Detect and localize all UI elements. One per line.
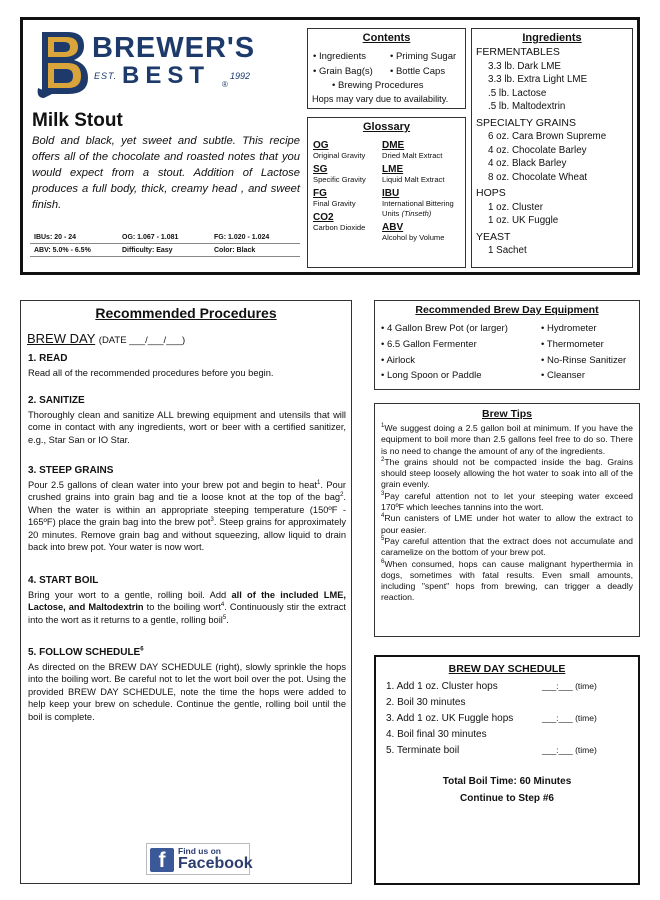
contents-title: Contents [362,32,411,44]
procedures-box [20,300,352,884]
equipment-item: • Thermometer [541,338,604,350]
ingredient-item: 4 oz. Black Barley [488,158,567,169]
glossary-entry: CO2 Carbon Dioxide [313,212,366,232]
step-start-boil: 4. START BOIL Bring your wort to a gentle, rolling boil. Add all of the included LME, Lactose, and Maltodextrin to the boiling wort$^4$. Continuously stir the extract into the wort as it returns to a gentle, rolling boil$^5$. [28,575,346,625]
schedule-total-boil-time: Total Boil Time: 60 Minutes [442,776,572,787]
equipment-item: • Airlock [381,354,415,366]
facebook-icon: f [150,848,174,872]
brew-tip: $^6$When consumed, hops can cause malignant hyperthermia in dogs, sometimes with fatal results. Even small amounts, including "spent" hops from brewing, can trigger a deadly reaction. [381,558,633,603]
schedule-continue-note: Continue to Step #6 [460,793,554,804]
ingredient-item: 8 oz. Chocolate Wheat [488,171,588,183]
ingredients-box [471,28,633,268]
ingredient-item: 3.3 lb. Dark LME [488,60,561,72]
ingredient-item: .5 lb. Maltodextrin [488,101,566,112]
facebook-find-us: Find us on [178,846,221,856]
logo-text-best: BEST [122,62,211,89]
stat-ibu: IBUs: 20 - 24 [34,233,77,241]
ingredient-item: .5 lb. Lactose [488,87,547,99]
schedule-row: 5. Terminate boil ___:___ (time) [386,745,597,756]
schedule-time-field[interactable]: ___:___ (time) [542,713,597,723]
ingredient-group-fermentables: FERMENTABLES 3.3 lb. Dark LME 3.3 lb. Extra Light LME .5 lb. Lactose .5 lb. Maltodextrin [472,46,632,114]
logo-year: 1992 ® [222,71,251,89]
equipment-title: Recommended Brew Day Equipment [415,304,599,316]
glossary-entry: SG Specific Gravity [313,164,366,184]
stat-abv: ABV: 5.0% - 6.5% [34,246,91,254]
brewers-best-logo [34,26,262,104]
equipment-item: • Hydrometer [541,323,597,334]
schedule-row: 4. Boil final 30 minutes [386,729,487,740]
schedule-title: BREW DAY SCHEDULE [448,663,566,675]
glossary-entry: DME Dried Malt Extract [382,140,443,160]
brew-tips-box [374,403,640,637]
logo-est: EST. [94,71,118,81]
stats-row-2 [30,244,300,257]
procedures-title: Recommended Procedures [95,305,277,321]
glossary-entry: ABV Alcohol by Volume [382,222,445,242]
beer-stats [30,231,300,257]
stats-row-1 [30,231,300,244]
step-steep-grains: 3. STEEP GRAINS Pour 2.5 gallons of clean water into your brew pot and begin to heat$^1$. Pour crushed grains into grain bag and tie a loose knot at the top of the bag$^2$. When the water is within an appropriate steeping temperature (150ºF - 165ºF) place the grain bag into the brew pot$^3$. Steep grains for approximately 20 minutes. Remove grain bag and without squeezing, allow liquid to drain back into brew pot. Your water is now wort. [28,465,346,552]
ingredient-group-specialty-grains: SPECIALTY GRAINS 6 oz. Cara Brown Supreme 4 oz. Chocolate Barley 4 oz. Black Barley 8 oz. Chocolate Wheat [472,117,632,185]
brew-day-schedule-box [374,655,640,885]
brew-tip: $^3$Pay careful attention not to let your steeping water exceed 170ºF which leeches tannins into the wort. [381,490,633,513]
glossary-entry: LME Liquid Malt Extract [382,164,445,184]
step-read: 1. READ Read all of the recommended procedures before you begin. [28,353,274,378]
stat-difficulty: Difficulty: Easy [122,246,173,254]
contents-box [307,28,466,109]
glossary-entry: FG Final Gravity [313,188,356,208]
equipment-right-column [541,321,626,384]
glossary-entry: IBU International Bittering Units (Tinseth) [382,188,454,218]
equipment-item: • 4 Gallon Brew Pot (or larger) [381,323,508,334]
brew-tip: $^5$Pay careful attention that the extract does not accumulate and caramelize on the bottom of your brew pot. [381,535,633,558]
equipment-left-column [381,321,508,384]
ingredients-title: Ingredients [522,32,582,44]
ingredient-item: 1 oz. Cluster [488,201,543,213]
ingredient-item: 3.3 lb. Extra Light LME [488,74,588,85]
equipment-item: • 6.5 Gallon Fermenter [381,338,477,350]
schedule-row: 3. Add 1 oz. UK Fuggle hops ___:___ (time) [386,713,597,724]
step-sanitize: 2. SANITIZE Thoroughly clean and sanitize ALL brewing equipment and utensils that will come in contact with any ingredients, wort or beer with a certified sanitizer, e.g., Star San or IO Star. [28,395,346,445]
ingredient-group-hops: HOPS 1 oz. Cluster 1 oz. UK Fuggle [472,187,632,228]
stat-og: OG: 1.067 - 1.081 [122,233,179,241]
contents-note: Hops may vary due to availability. [312,94,449,104]
facebook-badge[interactable] [146,843,253,875]
ingredient-item: 1 Sachet [488,245,527,256]
beer-description: Bold and black, yet sweet and subtle. This recipe offers all of the chocolate and roasted notes that you would expect from a stout. Addition of Lactose produces a full body, thick, creamy head , and sweet finish. [32,135,300,211]
facebook-label: Facebook [178,855,253,872]
contents-item: • Grain Bag(s) [313,66,373,77]
ingredient-group-yeast: YEAST 1 Sachet [472,231,632,258]
brew-date-field: (DATE ___/___/___) [98,335,186,346]
brew-day-heading: BREW DAY (DATE ___/___/___) [27,331,186,346]
logo-text-brewers: BREWER'S [92,32,256,64]
schedule-time-field[interactable]: ___:___ (time) [542,681,597,691]
brew-tip: $^4$Run canisters of LME under hot water to allow the extract to pour easier. [381,513,633,535]
contents-item: • Priming Sugar [390,51,457,62]
glossary-right-column [382,140,466,246]
equipment-item: • No-Rinse Sanitizer [541,354,627,366]
ingredient-item: 1 oz. UK Fuggle [488,215,559,226]
contents-item: • Brewing Procedures [332,80,424,91]
schedule-row: 2. Boil 30 minutes [386,697,466,708]
glossary-left-column [313,140,393,236]
stat-fg: FG: 1.020 - 1.024 [214,233,270,241]
logo-b-icon [34,28,90,100]
glossary-entry: OG Original Gravity [313,140,366,160]
contents-item: • Bottle Caps [390,66,446,77]
stat-color: Color: Black [214,246,256,254]
glossary-box [307,117,466,268]
beer-name: Milk Stout [32,110,123,131]
equipment-box [374,300,640,390]
glossary-title: Glossary [362,121,411,133]
ingredient-item: 4 oz. Chocolate Barley [488,144,587,156]
contents-item: • Ingredients [313,51,366,62]
schedule-row: 1. Add 1 oz. Cluster hops ___:___ (time) [386,681,597,692]
brew-tip: $^1$We suggest doing a 2.5 gallon boil at minimum. If you have the equipment to boil more than 2.5 gallons feel free to do so. There is no need to change the amount of any of the ingredients. [381,423,633,456]
schedule-time-field[interactable]: ___:___ (time) [542,745,597,755]
ingredient-item: 6 oz. Cara Brown Supreme [488,131,607,142]
equipment-item: • Long Spoon or Paddle [381,370,482,382]
equipment-item: • Cleanser [541,370,585,382]
brew-tip: $^2$The grains should not be compacted inside the bag. Grains should steep loosely allowing the hot water to soak into all of the grain evenly. [381,456,633,490]
step-follow-schedule: 5. FOLLOW SCHEDULE$^6$ As directed on the BREW DAY SCHEDULE (right), slowly sprinkle the hops into the boiling wort. Be careful not to let the wort boil over the pot. Using the provided BREW DAY SCHEDULE, note the time the hops were added to help keep your brew on schedule. Continue the gentle, rolling boil until the boil is complete. [28,646,346,722]
brew-tips-title: Brew Tips [482,408,532,420]
